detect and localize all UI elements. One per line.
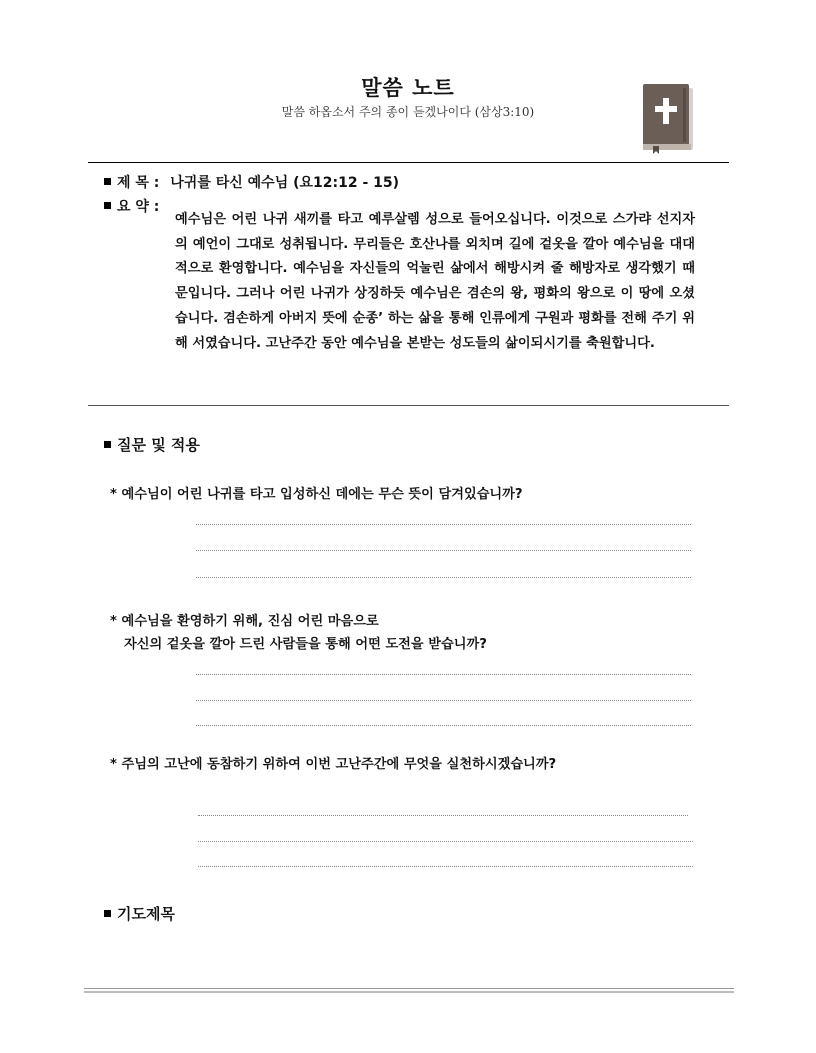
bullet-square bbox=[104, 441, 111, 448]
question-1: * 예수님이 어린 나귀를 타고 입성하신 데에는 무슨 뜻이 담겨있습니까? bbox=[110, 487, 523, 502]
answer-line[interactable] bbox=[198, 815, 688, 816]
question-2: * 예수님을 환영하기 위해, 진심 어린 마음으로 bbox=[110, 614, 379, 629]
answer-line[interactable] bbox=[196, 524, 691, 525]
subject-text: 나귀를 타신 예수님 (요12:12 - 15) bbox=[170, 175, 400, 191]
summary-text: 예수님은 어린 나귀 새끼를 타고 예루살렘 성으로 들어오십니다. 이것으로 스가랴 선지자의 예언이 그대로 성취됩니다. 무리들은 호산나를 외치며 길에 겉옷을 깔아 예수님을 대대적으로 환영합니다. 예수님을 자신들의 억눌린 삶에서 해방시켜 줄 해방자로 생각했기 때문입니다. 그러나 어린 나귀가 상징하듯 예수님은 겸손의 왕, 평화의 왕으로 이 땅에 오셨습니다. 겸손하게 아버지 뜻에 순종’ 하는 삶을 통해 인류에게 구원과 평화를 전해 주기 위해 서였습니다. 고난주간 동안 예수님을 본받는 성도들의 삶이되시기를 축원합니다. bbox=[175, 212, 695, 351]
answer-line[interactable] bbox=[198, 866, 693, 867]
question-3: * 주님의 고난에 동참하기 위하여 이번 고난주간에 무엇을 실천하시겠습니까? bbox=[110, 757, 557, 772]
answer-line[interactable] bbox=[196, 674, 691, 675]
subject-label: 제 목 : bbox=[117, 175, 160, 191]
summary-row bbox=[104, 196, 159, 216]
bottom-divider bbox=[84, 988, 734, 989]
answer-line[interactable] bbox=[196, 725, 691, 726]
answer-line[interactable] bbox=[196, 550, 691, 551]
questions-heading bbox=[104, 434, 200, 455]
prayer-heading bbox=[104, 903, 175, 924]
question-2-continued: 자신의 겉옷을 깔아 드린 사람들을 통해 어떤 도전을 받습니까? bbox=[124, 637, 487, 652]
prayer-heading-text: 기도제목 bbox=[117, 905, 175, 923]
answer-line[interactable] bbox=[196, 577, 691, 578]
answer-line[interactable] bbox=[198, 841, 693, 842]
page-subtitle: 말씀 하옵소서 주의 종이 듣겠나이다 (삼상3:10) bbox=[281, 105, 535, 119]
bullet-square bbox=[104, 910, 111, 917]
middle-divider bbox=[88, 405, 729, 406]
bottom-divider-thick bbox=[84, 991, 734, 993]
bullet-square bbox=[104, 202, 111, 209]
top-divider bbox=[88, 162, 729, 163]
bible-icon bbox=[641, 84, 695, 154]
summary-label: 요 약 : bbox=[117, 199, 160, 215]
questions-heading-text: 질문 및 적용 bbox=[117, 436, 200, 454]
bullet-square bbox=[104, 178, 111, 185]
answer-line[interactable] bbox=[196, 700, 691, 701]
subject-row bbox=[104, 172, 399, 192]
page-title: 말씀 노트 bbox=[361, 76, 455, 100]
